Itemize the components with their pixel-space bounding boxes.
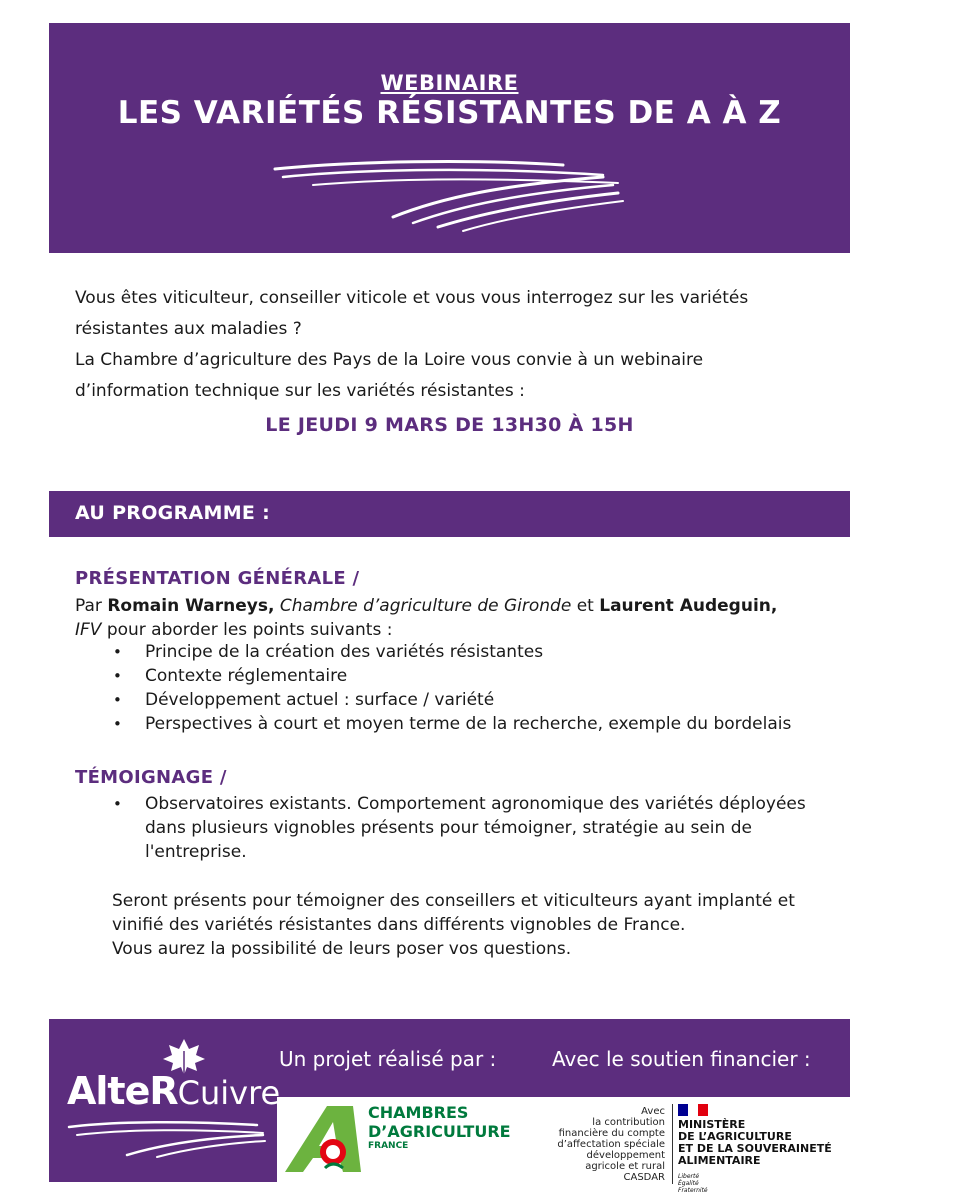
french-flag-icon [678, 1104, 708, 1116]
speaker-org: Chambre d’agriculture de Gironde [274, 596, 572, 616]
devise [678, 1173, 832, 1194]
casdar-line: CASDAR [623, 1172, 665, 1183]
header-banner [49, 23, 850, 253]
devise-line: Fraternité [678, 1187, 708, 1194]
by-text: Par [75, 596, 108, 616]
ministere-line: ET DE LA SOUVERAINETÉ [678, 1142, 832, 1155]
list-item: • Principe de la création des variétés résistantes [75, 640, 855, 664]
list-item: • Développement actuel : surface / variété [75, 688, 855, 712]
closing-line: Seront présents pour témoigner des conseillers et viticulteurs ayant implanté et [112, 891, 795, 911]
presentation-points [75, 640, 855, 736]
speakers-line [75, 618, 855, 642]
speaker-name: Romain Warneys, [107, 596, 275, 616]
closing-line: Vous aurez la possibilité de leurs poser vos questions. [112, 939, 572, 959]
section-heading-presentation: PRÉSENTATION GÉNÉRALE / [75, 568, 360, 589]
altercuivre-wordmark [67, 1069, 280, 1113]
closing-text [112, 889, 842, 961]
intro-line: résistantes aux maladies ? [75, 319, 302, 339]
list-item: • Contexte réglementaire [75, 664, 855, 688]
ministere-logo [678, 1104, 832, 1194]
intro-text [75, 283, 835, 407]
chambres-wordmark [368, 1103, 511, 1152]
closing-line: vinifié des variétés résistantes dans différents vignobles de France. [112, 915, 686, 935]
devise-line: Liberté [678, 1173, 700, 1180]
intro-line: Vous êtes viticulteur, conseiller viticole et vous vous interrogez sur les variétés [75, 288, 749, 308]
wordmark-bold: AlteR [67, 1069, 178, 1113]
programme-label: AU PROGRAMME : [75, 502, 271, 524]
ministere-line: DE L’AGRICULTURE [678, 1130, 792, 1143]
intro-line: La Chambre d’agriculture des Pays de la Loire vous convie à un webinaire [75, 350, 704, 370]
speakers-line [75, 594, 855, 618]
and-text: et [571, 596, 600, 616]
programme-bar [49, 491, 850, 537]
altercuivre-logo [49, 1019, 281, 1182]
speaker-name: Laurent Audeguin, [599, 596, 778, 616]
casdar-line: la contribution [592, 1117, 665, 1128]
devise-line: Égalité [678, 1180, 699, 1187]
casdar-line: agricole et rural [585, 1161, 665, 1172]
casdar-line: d’affectation spéciale [557, 1139, 665, 1150]
divider [672, 1104, 673, 1184]
intro-line: d’information technique sur les variétés résistantes : [75, 381, 525, 401]
list-item: • Observatoires existants. Comportement agronomique des variétés déployées dans plusieurs vignobles présents pour témoigner, stratégie au sein de l'entreprise. [75, 792, 835, 864]
casdar-line: financière du compte [558, 1128, 665, 1139]
chambres-line: FRANCE [368, 1141, 409, 1151]
chambres-line: CHAMBRES [368, 1103, 469, 1122]
wordmark-thin: Cuivre [177, 1074, 281, 1112]
section-heading-temoignage: TÉMOIGNAGE / [75, 767, 227, 788]
casdar-line: Avec [641, 1106, 665, 1117]
soutien-label: Avec le soutien financier : [552, 1047, 811, 1071]
vine-rows-icon [273, 157, 633, 237]
chambres-logo-icon [283, 1102, 363, 1176]
vine-rows-icon [67, 1119, 267, 1159]
event-date: LE JEUDI 9 MARS DE 13H30 À 15H [265, 414, 634, 436]
temoignage-points [75, 792, 835, 864]
webinar-kicker: WEBINAIRE [380, 71, 519, 95]
speakers-text [75, 594, 855, 642]
ministere-line: MINISTÈRE [678, 1118, 746, 1131]
speakers-tail: pour aborder les points suivants : [101, 620, 393, 640]
casdar-line: développement [586, 1150, 665, 1161]
projet-label: Un projet réalisé par : [279, 1047, 497, 1071]
casdar-mention [555, 1106, 665, 1183]
page-title: LES VARIÉTÉS RÉSISTANTES DE A À Z [117, 95, 782, 131]
list-item: • Perspectives à court et moyen terme de la recherche, exemple du bordelais [75, 712, 855, 736]
ministere-line: ALIMENTAIRE [678, 1154, 761, 1167]
speaker-org: IFV [75, 620, 102, 640]
chambres-line: D’AGRICULTURE [368, 1122, 511, 1141]
